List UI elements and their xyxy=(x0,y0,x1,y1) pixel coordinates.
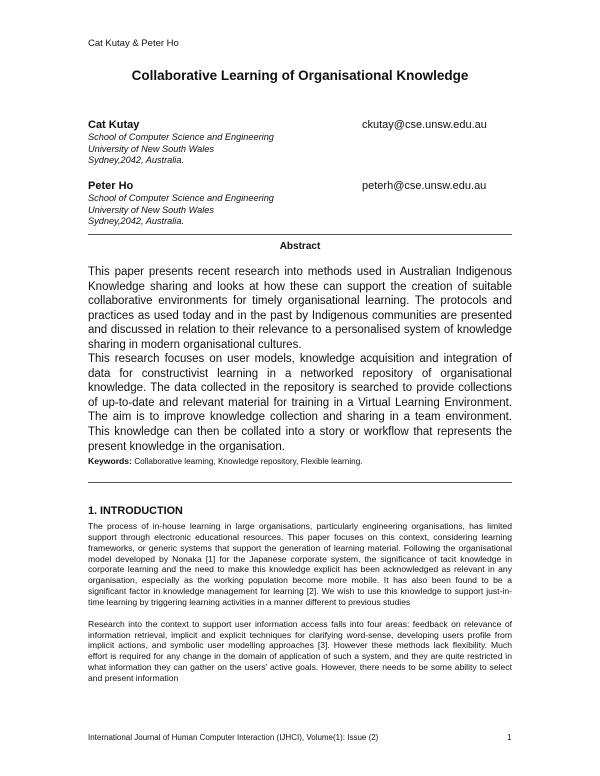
paper-title: Collaborative Learning of Organisational Knowledge xyxy=(131,68,469,83)
affiliation-line: Sydney,2042, Australia. xyxy=(88,155,185,165)
affiliation-line: School of Computer Science and Engineering xyxy=(88,193,274,203)
divider xyxy=(88,482,512,483)
abstract-heading: Abstract xyxy=(279,241,321,252)
affiliation-line: School of Computer Science and Engineering xyxy=(88,132,274,142)
keywords xyxy=(88,456,363,466)
section-body xyxy=(88,521,512,695)
section-heading: 1. INTRODUCTION xyxy=(88,505,183,517)
abstract-paragraph: This paper presents recent research into methods used in Australian Indigenous Knowledge sharing and looks at how these can support the creation of suitable collaborative environments for timely organisational learning. The protocols and practices as used today and in the past by Indigenous communities are presented and discussed in relation to their relevance to a personalised system of knowledge sharing in modern organisational cultures. xyxy=(88,266,512,351)
body-paragraph: The process of in-house learning in large organisations, particularly engineering organisations, has limited support through electronic educational resources. This paper focuses on this context, considering learning frameworks, or generic systems that support the generation of learning material. Following the organisational model developed by Nonaka [1] for the Japanese corporate system, the significance of tacit knowledge in corporate learning and the need to make this knowledge explicit has been acknowledged as relevant in any organisation, especially as the working population become more mobile. It has also been found to be a significant factor in knowledge management for learning [2]. We wish to use this knowledge to support just-in-time learning by triggering learning activities in a manner different to previous studies xyxy=(88,521,512,607)
running-head: Cat Kutay & Peter Ho xyxy=(88,38,179,49)
keywords-label: Keywords: xyxy=(88,456,132,466)
abstract-paragraph: This research focuses on user models, knowledge acquisition and integration of data for constructivist learning in a networked repository of organisational knowledge. The data collected in the repository is searched to provide collections of up-to-date and relevant material for training in a Virtual Learning Environment. The aim is to improve knowledge collection and sharing in a team environment. This knowledge can then be collated into a story or workflow that represents the present knowledge in the organisation. xyxy=(88,353,512,453)
affiliation-line: University of New South Wales xyxy=(88,143,214,154)
author-email: ckutay@cse.unsw.edu.au xyxy=(362,119,487,131)
journal-footer: International Journal of Human Computer Interaction (IJHCI), Volume(1): Issue (2) xyxy=(88,733,379,742)
abstract-body xyxy=(88,265,512,454)
body-paragraph: Research into the context to support user information access falls into four areas: feedback on relevance of information retrieval, implicit and explicit techniques for clarifying word-sense, developing users profile from implicit actions, and symbolic user modelling approaches [3]. However these methods lack flexibility. Much effort is required for any change in the domain of application of such a system, and they are quite restricted in what information they can gather on the users' active goals. However, there needs to be some ability to select and present information xyxy=(88,618,512,683)
author-name: Peter Ho xyxy=(88,180,134,192)
affiliation-line: University of New South Wales xyxy=(88,204,214,215)
affiliation-line: Sydney,2042, Australia. xyxy=(88,216,185,226)
page-number: 1 xyxy=(507,733,512,742)
author-affiliation xyxy=(88,132,274,167)
keywords-text: Collaborative learning, Knowledge repository, Flexible learning. xyxy=(134,457,363,466)
divider xyxy=(88,234,512,235)
author-name: Cat Kutay xyxy=(88,119,140,131)
author-affiliation xyxy=(88,193,274,228)
author-email: peterh@cse.unsw.edu.au xyxy=(362,180,487,192)
